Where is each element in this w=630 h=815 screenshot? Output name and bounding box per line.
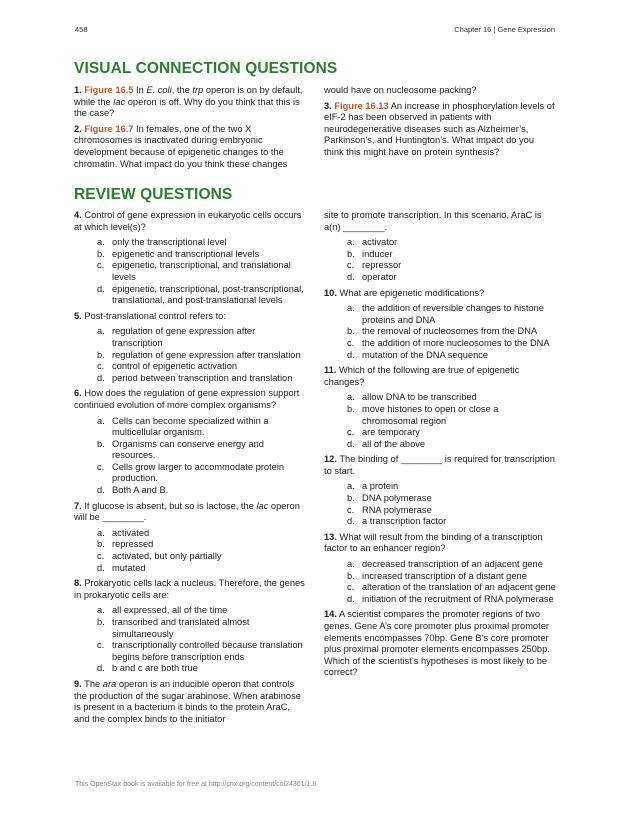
text-span: lac: [256, 500, 269, 511]
footer-note: This OpenStax book is available for free at http://cnx.org/content/col24361/1.8: [75, 781, 317, 788]
option-letter: a.: [347, 392, 355, 403]
text-span: The binding of ________ is required for transcription to start.: [324, 454, 555, 476]
option-text: mutation of the DNA sequence: [362, 349, 489, 360]
option-text: transcribed and translated almost simultaneously: [112, 617, 250, 639]
chapter-header: Chapter 16 | Gene Expression: [454, 25, 555, 34]
figure-link[interactable]: Figure 16.13: [334, 100, 389, 111]
answer-option: [74, 617, 306, 640]
answer-option: [324, 350, 556, 362]
answer-option: [324, 439, 556, 451]
text-span: 14.: [324, 609, 337, 620]
option-text: Both A and B.: [112, 485, 169, 496]
option-text: allow DNA to be transcribed: [362, 392, 477, 403]
option-letter: c.: [347, 582, 355, 593]
text-span: Control of gene expression in eukaryotic cells occurs at which level(s)?: [74, 210, 302, 232]
text-span: If glucose is absent, but so is lactose, the: [81, 500, 257, 511]
option-letter: d.: [97, 663, 105, 674]
option-letter: d.: [97, 372, 105, 383]
option-text: activator: [362, 237, 398, 248]
option-text: mutated: [112, 562, 146, 573]
option-text: inducer: [362, 248, 393, 259]
text-span: 1.: [74, 85, 82, 95]
option-letter: b.: [347, 493, 355, 504]
answer-option: [324, 481, 556, 493]
option-letter: c.: [97, 361, 105, 372]
answer-option: [74, 539, 306, 551]
option-letter: b.: [347, 248, 355, 259]
option-letter: c.: [347, 260, 355, 271]
text-span: Which of the following are true of epigenetic changes?: [324, 365, 520, 387]
text-span: What will result from the binding of a transcription factor to an enhancer region?: [324, 531, 543, 554]
answer-option: [74, 528, 306, 540]
option-text: increased transcription of a distant gene: [362, 570, 527, 581]
text-span: The: [81, 678, 103, 689]
option-text: epigenetic, transcriptional, and translational levels: [112, 260, 291, 282]
option-text: epigenetic and transcriptional levels: [112, 248, 260, 259]
question-4: [74, 210, 306, 233]
option-letter: a.: [97, 326, 105, 337]
option-text: the addition of reversible changes to histone proteins and DNA: [362, 303, 544, 325]
answer-option: [324, 582, 556, 594]
text-span: 6.: [74, 388, 82, 399]
text-span: 3.: [324, 100, 332, 111]
answer-option: [74, 551, 306, 563]
text-span: 5.: [74, 310, 82, 321]
question-11: [324, 365, 556, 388]
answer-option: [74, 605, 306, 617]
text-span: E. coli: [146, 85, 172, 95]
question-2-cont: would have on nucleosome packing?: [324, 85, 477, 95]
answer-option: [74, 485, 306, 497]
text-span: 7.: [74, 500, 82, 511]
option-letter: b.: [97, 349, 105, 360]
question-5: [74, 311, 306, 323]
answer-option: [74, 563, 306, 575]
answer-option: [74, 326, 306, 349]
option-letter: b.: [347, 570, 355, 581]
question-6: [74, 388, 306, 411]
answer-option: [324, 594, 556, 606]
option-text: Organisms can conserve energy and resources.: [112, 438, 264, 461]
text-span: trp: [192, 85, 204, 95]
answer-option: [74, 663, 306, 675]
text-span: operon is off. Why do you think that this is the case?: [74, 96, 300, 119]
visual-right-column: [324, 85, 556, 163]
option-letter: c.: [97, 260, 105, 271]
answer-option: [324, 303, 556, 326]
option-text: initiation of the recruitment of RNA polymerase: [362, 593, 554, 604]
option-text: alteration of the translation of an adjacent gene: [362, 582, 556, 593]
q7-options: [74, 528, 306, 574]
question-10: [324, 288, 556, 300]
option-letter: c.: [97, 640, 105, 651]
option-letter: c.: [347, 427, 355, 438]
answer-option: [324, 516, 556, 528]
option-letter: b.: [97, 438, 105, 449]
option-text: all of the above: [362, 438, 426, 449]
text-span: operon is on by default, while the: [74, 85, 303, 107]
text-span: ara: [102, 678, 117, 689]
option-letter: a.: [347, 237, 355, 248]
option-text: Cells grow larger to accommodate protein production.: [112, 461, 285, 484]
text-span: How does the regulation of gene expression support continued evolution of more complex organisms?: [74, 388, 300, 410]
q4-options: [74, 237, 306, 307]
option-letter: b.: [97, 539, 105, 550]
text-span: operon is an inducible operon that controls the production of the sugar arabinose. When arabinose is present in a bacterium it binds to the protein AraC, and the complex binds to the initiator: [74, 678, 301, 724]
answer-option: [74, 361, 306, 373]
option-text: activated: [112, 527, 150, 538]
answer-option: [74, 284, 306, 307]
visual-section-title: VISUAL CONNECTION QUESTIONS: [74, 60, 338, 77]
text-span: What are epigenetic modifications?: [336, 287, 485, 298]
q8-options: [74, 605, 306, 675]
answer-option: [324, 571, 556, 583]
option-text: repressor: [362, 260, 402, 271]
option-text: transcriptionally controlled because translation begins before transcription ends: [112, 640, 303, 662]
text-span: 8.: [74, 578, 82, 589]
question-13: [324, 532, 556, 555]
option-letter: a.: [347, 559, 355, 570]
option-letter: d.: [347, 438, 355, 449]
question-3: [324, 101, 556, 159]
option-text: the addition of more nucleosomes to the DNA: [362, 337, 550, 348]
text-span: operon will be ________.: [74, 500, 300, 523]
option-letter: a.: [347, 481, 355, 492]
option-text: period between transcription and translation: [112, 372, 293, 383]
option-text: a transcription factor: [362, 516, 447, 527]
text-span: 4.: [74, 210, 82, 220]
text-span: 11.: [324, 365, 337, 376]
answer-option: [74, 260, 306, 283]
option-text: a protein: [362, 481, 399, 492]
option-text: epigenetic, transcriptional, post-transcriptional, translational, and post-translational levels: [112, 283, 304, 306]
option-text: b and c are both true: [112, 663, 198, 674]
question-14: [324, 609, 556, 679]
answer-option: [74, 249, 306, 261]
review-section-title: REVIEW QUESTIONS: [74, 186, 233, 203]
text-span: 13.: [324, 531, 337, 542]
option-text: DNA polymerase: [362, 493, 432, 504]
text-span: A scientist compares the promoter regions of two genes. Gene A’s core promoter plus proximal promoter elements encompasses 70bp. Gene B’s core promoter plus proximal promoter elements encompasses 250bp. Which of the scientist’s hypotheses is most likely to be correct?: [324, 609, 550, 678]
option-letter: d.: [347, 516, 355, 527]
option-text: control of epigenetic activation: [112, 361, 238, 372]
answer-option: [324, 338, 556, 350]
option-text: operator: [362, 271, 397, 282]
answer-option: [324, 559, 556, 571]
option-letter: d.: [347, 271, 355, 282]
text-span: 12.: [324, 454, 337, 465]
question-8: [74, 578, 306, 601]
option-letter: d.: [347, 349, 355, 360]
answer-option: [324, 404, 556, 427]
option-letter: b.: [347, 403, 355, 414]
option-letter: c.: [97, 551, 105, 562]
text-span: Prokaryotic cells lack a nucleus. Therefore, the genes in prokaryotic cells are:: [74, 578, 305, 600]
page-number: 458: [75, 25, 88, 34]
figure-link[interactable]: Figure 16.5: [84, 85, 134, 95]
text-span: Post-translational control refers to:: [81, 310, 226, 321]
q6-options: [74, 416, 306, 497]
review-right-column: [324, 210, 556, 683]
option-text: regulation of gene expression after translation: [112, 349, 301, 360]
option-letter: b.: [97, 248, 105, 259]
answer-option: [324, 392, 556, 404]
question-2: [74, 124, 306, 170]
q12-options: [324, 481, 556, 527]
visual-left-column: [74, 85, 306, 174]
option-letter: a.: [347, 303, 355, 314]
answer-option: [324, 493, 556, 505]
q13-options: [324, 559, 556, 605]
option-letter: d.: [97, 562, 105, 573]
question-9: [74, 679, 306, 725]
q11-options: [324, 392, 556, 450]
answer-option: [324, 272, 556, 284]
figure-link[interactable]: Figure 16.7: [84, 123, 134, 134]
q9-options: [324, 237, 556, 283]
q10-options: [324, 303, 556, 361]
option-letter: a.: [97, 527, 105, 538]
option-text: are temporary: [362, 427, 420, 438]
option-text: Cells can become specialized within a multicellular organism.: [112, 415, 269, 438]
answer-option: [74, 640, 306, 663]
text-span: In females, one of the two X chromosomes is inactivated during embryonic development because of epigenetic changes to the chromatin. What impact do you think these changes: [74, 123, 288, 169]
answer-option: [324, 237, 556, 249]
question-9-cont: site to promote transcription. In this scenario, AraC is a(n) ________.: [324, 210, 542, 232]
option-letter: c.: [347, 337, 355, 348]
question-1: [74, 85, 306, 120]
question-7: [74, 501, 306, 524]
answer-option: [74, 439, 306, 462]
answer-option: [74, 350, 306, 362]
option-text: move histones to open or close a chromosomal region: [362, 403, 499, 426]
answer-option: [74, 462, 306, 485]
option-letter: c.: [347, 504, 355, 515]
answer-option: [74, 373, 306, 385]
option-text: all expressed, all of the time: [112, 605, 228, 616]
answer-option: [324, 249, 556, 261]
text-span: 9.: [74, 678, 82, 689]
option-text: only the transcriptional level: [112, 237, 227, 248]
option-text: activated, but only partially: [112, 551, 222, 562]
question-12: [324, 454, 556, 477]
option-text: the removal of nucleosomes from the DNA: [362, 326, 538, 337]
option-letter: c.: [97, 461, 105, 472]
option-text: repressed: [112, 539, 154, 550]
option-letter: b.: [347, 326, 355, 337]
option-text: RNA polymerase: [362, 504, 432, 515]
q5-options: [74, 326, 306, 384]
option-letter: d.: [347, 593, 355, 604]
answer-option: [324, 505, 556, 517]
option-text: regulation of gene expression after transcription: [112, 326, 256, 348]
text-span: lac: [113, 96, 126, 107]
answer-option: [324, 326, 556, 338]
option-letter: a.: [97, 415, 105, 426]
text-span: An increase in phosphorylation levels of eIF-2 has been observed in patients with neurodegenerative diseases such as Alzheimer’s, Parkinson’s, and Huntington’s. What impact do you think this might have on protein synthesis?: [324, 100, 555, 157]
answer-option: [74, 237, 306, 249]
option-letter: b.: [97, 617, 105, 627]
answer-option: [324, 260, 556, 272]
text-span: 2.: [74, 123, 82, 134]
option-text: decreased transcription of an adjacent gene: [362, 559, 543, 570]
answer-option: [324, 427, 556, 439]
option-letter: d.: [97, 485, 105, 496]
option-letter: a.: [97, 605, 105, 616]
option-letter: a.: [97, 237, 105, 248]
option-letter: d.: [97, 283, 105, 294]
text-span: In: [133, 85, 147, 95]
text-span: , the: [171, 85, 193, 95]
review-left-column: [74, 210, 306, 729]
answer-option: [74, 416, 306, 439]
text-span: 10.: [324, 287, 337, 298]
